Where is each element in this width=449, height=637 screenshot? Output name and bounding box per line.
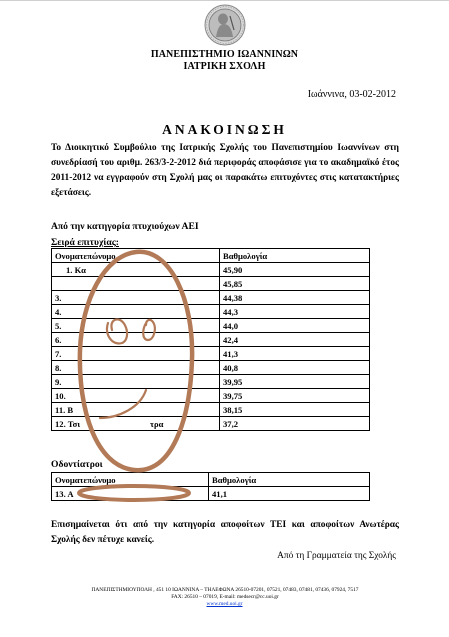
- footer-address: ΠΑΝΕΠΙΣΤΗΜΙΟΥΠΟΛΗ , 451 10 ΙΩΑΝΝΙΝΑ – ΤΗΛΕΦΩΝΑ 26510-07201, 07521, 07483, 07481, 07436, 07924, 7517: [91, 587, 359, 593]
- row-name: 13. Α: [52, 487, 209, 501]
- category-dentists-heading: Οδοντίατροι: [51, 459, 103, 470]
- row-name: 6.: [52, 333, 220, 347]
- row-grade: 39,95: [220, 375, 370, 389]
- signature-line: Από τη Γραμματεία της Σχολής: [277, 551, 396, 561]
- category-graduates-heading: Από την κατηγορία πτυχιούχων ΑΕΙ: [51, 221, 199, 232]
- header-grade: Βαθμολογία: [220, 249, 370, 263]
- header-grade: Βαθμολογία: [209, 473, 370, 487]
- table-row: [52, 417, 370, 431]
- document-date: Ιωάννινα, 03-02-2012: [307, 89, 396, 100]
- row-grade: 42,4: [220, 333, 370, 347]
- table-row: [52, 361, 370, 375]
- table-row: [52, 389, 370, 403]
- row-grade: 45,85: [220, 277, 370, 291]
- row-name: 7.: [52, 347, 220, 361]
- row-name: 10.: [52, 389, 220, 403]
- ranking-subheading: Σειρά επιτυχίας:: [51, 237, 119, 248]
- table-header-row: [52, 249, 370, 263]
- row-grade: 41,1: [209, 487, 370, 501]
- table-row: [52, 403, 370, 417]
- row-grade: 44,38: [220, 291, 370, 305]
- footer-contact: FAX: 26510 – 07019, E-mail: medsecr@cc.uoi.gr: [171, 594, 279, 600]
- row-grade: 45,90: [220, 263, 370, 277]
- row-grade: 39,75: [220, 389, 370, 403]
- table-row: [52, 333, 370, 347]
- row-name: 1. Κα: [52, 263, 220, 277]
- table-row: [52, 375, 370, 389]
- table-row: [52, 487, 370, 501]
- row-name: 4.: [52, 305, 220, 319]
- notice-paragraph: Επισημαίνεται ότι από την κατηγορία αποφοίτων ΤΕΙ και αποφοίτων Ανωτέρας Σχολής δεν πέτυχε κανείς.: [51, 520, 399, 545]
- announcement-title: ΑΝΑΚΟΙΝΩΣΗ: [162, 122, 287, 137]
- intro-paragraph: Το Διοικητικό Συμβούλιο της Ιατρικής Σχολής του Πανεπιστημίου Ιωαννίνων στη συνεδρίασή του αριθμ. 263/3-2-2012 διά περιφοράς αποφάσισε για το ακαδημαϊκό έτος 2011-2012 να εγγραφούν στη Σχολή μας οι παρακάτω επιτυχόντες στις κατατακτήριες εξετάσεις.: [51, 143, 399, 198]
- table-row: [52, 291, 370, 305]
- row-name: 11. Β: [52, 403, 220, 417]
- footer-website-link[interactable]: www.med.uoi.gr: [206, 601, 243, 607]
- table-row: [52, 319, 370, 333]
- header-name: Ονοματεπώνυμο: [52, 249, 220, 263]
- row-name-start: 12. Τσι: [55, 418, 81, 429]
- row-name-12: [52, 417, 220, 431]
- table-row: [52, 277, 370, 291]
- row-grade: 37,2: [220, 417, 370, 431]
- table-header-row: [52, 473, 370, 487]
- row-name: 9.: [52, 375, 220, 389]
- results-table-graduates: [51, 248, 370, 431]
- table-row: [52, 347, 370, 361]
- university-seal-icon: [204, 4, 246, 46]
- row-name-end: τρα: [150, 418, 164, 429]
- row-grade: 44,3: [220, 305, 370, 319]
- row-name: 3.: [52, 291, 220, 305]
- row-grade: 40,8: [220, 361, 370, 375]
- row-grade: 44,0: [220, 319, 370, 333]
- results-table-dentists: [51, 472, 370, 501]
- row-name: 5.: [52, 319, 220, 333]
- table-row: [52, 305, 370, 319]
- row-grade: 41,3: [220, 347, 370, 361]
- header-name: Ονοματεπώνυμο: [52, 473, 209, 487]
- school-name: ΙΑΤΡΙΚΗ ΣΧΟΛΗ: [183, 61, 266, 72]
- row-name: [52, 277, 220, 291]
- row-grade: 38,15: [220, 403, 370, 417]
- university-name: ΠΑΝΕΠΙΣΤΗΜΙΟ ΙΩΑΝΝΙΝΩΝ: [150, 49, 299, 60]
- table-row: [52, 263, 370, 277]
- row-name: 8.: [52, 361, 220, 375]
- page-top-border: [0, 0, 449, 1]
